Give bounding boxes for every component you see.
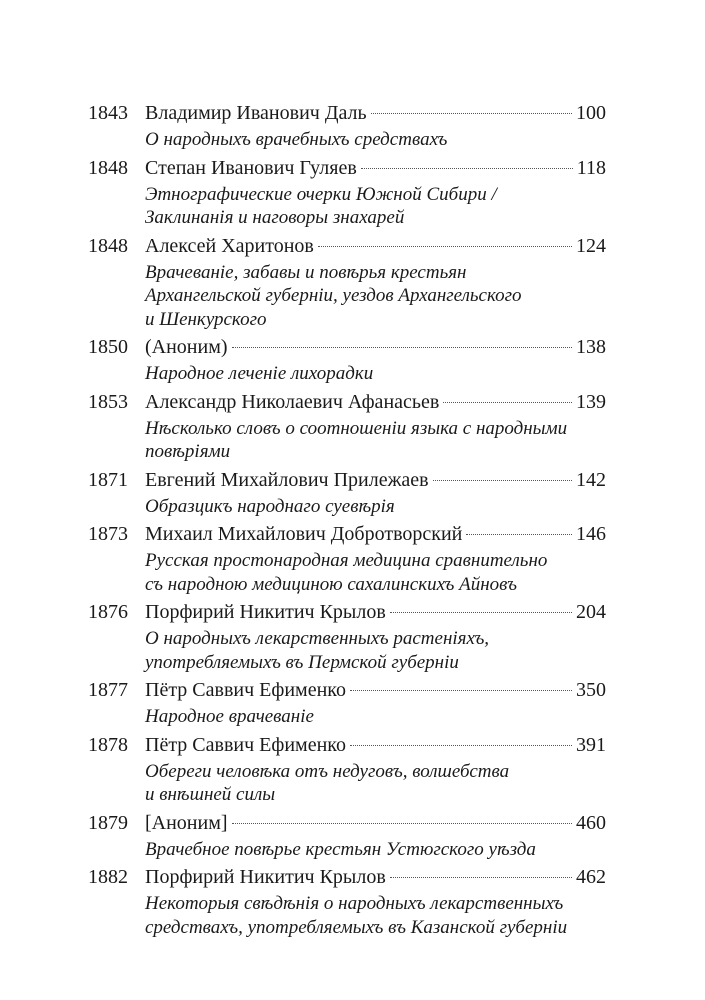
entry-page-number: 460 [576,811,606,834]
entry-author: Владимир Иванович Даль [145,102,367,124]
toc-entry-header [88,809,606,838]
toc-entry-header [88,154,606,183]
dot-leader [466,534,572,535]
entry-author: Пётр Саввич Ефименко [145,679,346,701]
entry-page-number: 124 [576,234,606,257]
entry-title [145,627,606,676]
entry-author: Порфирий Никитич Крылов [145,866,386,888]
entry-title-line: Образцикъ народнаго суевѣрія [145,495,395,517]
entry-title [145,183,606,232]
entry-page-number: 138 [576,336,606,358]
entry-title [145,838,606,864]
table-of-contents [88,99,606,941]
toc-entry [88,466,606,521]
toc-entry-header [88,598,606,627]
dot-leader [232,347,572,348]
entry-year: 1878 [88,733,128,756]
entry-title-line: повѣріями [145,441,231,462]
toc-entry [88,154,606,232]
entry-year: 1877 [88,679,128,701]
entry-page-number: 139 [576,390,606,413]
entry-year: 1848 [88,156,128,179]
entry-title-line: средствахъ, употребляемыхъ въ Казанской губерніи [145,916,568,938]
entry-author: Пётр Саввич Ефименко [145,733,346,756]
entry-page-number: 462 [576,866,606,888]
entry-title-line: употребляемыхъ въ Пермской губерніи [145,651,459,673]
dot-leader [371,113,572,114]
entry-title [145,128,606,154]
entry-author: Михаил Михайлович Добротворский [145,523,463,545]
entry-page-number: 118 [576,156,606,179]
entry-author: Евгений Михайлович Прилежаев [145,468,429,491]
toc-entry-header [88,333,606,362]
entry-title-line: Нѣсколько словъ о соотношеніи языка с народными [145,417,568,439]
entry-author: Алексей Харитонов [145,234,314,257]
entry-title [145,362,606,388]
toc-entry [88,676,606,731]
entry-page-number: 350 [576,679,606,701]
entry-year: 1876 [88,601,128,623]
entry-title [145,760,606,809]
entry-page-number: 142 [576,468,606,491]
entry-title-line: Обереги человѣка отъ недуговъ, волшебства [145,760,510,782]
toc-entry-header [88,232,606,261]
entry-year: 1850 [88,336,128,358]
toc-entry [88,232,606,334]
entry-title [145,892,606,941]
toc-entry-header [88,676,606,705]
entry-author: Александр Николаевич Афанасьев [145,390,440,413]
entry-title-line: Архангельской губерніи, уездов Архангельского [145,285,522,306]
entry-title [145,705,606,731]
dot-leader [390,877,572,878]
toc-entry [88,333,606,388]
entry-year: 1882 [88,866,128,888]
toc-entry-header [88,466,606,495]
entry-year: 1873 [88,523,128,545]
toc-entry [88,731,606,809]
entry-title [145,495,606,521]
entry-title [145,549,606,598]
entry-year: 1879 [88,811,128,834]
entry-title-line: Народное леченіе лихорадки [145,363,374,384]
entry-year: 1848 [88,234,128,257]
toc-entry-header [88,99,606,128]
entry-title [145,417,606,466]
entry-title-line: О народныхъ врачебныхъ средствахъ [145,129,448,150]
entry-page-number: 146 [576,523,606,545]
entry-year: 1853 [88,390,128,413]
toc-entry [88,520,606,598]
toc-entry [88,809,606,864]
dot-leader [433,480,572,481]
toc-entry-header [88,388,606,417]
entry-title-line: Народное врачеваніе [145,706,314,727]
entry-author: [Аноним] [145,811,228,834]
toc-entry-header [88,863,606,892]
entry-page-number: 391 [576,733,606,756]
entry-title-line: Этнографические очерки Южной Сибири / [145,183,497,205]
entry-year: 1871 [88,468,128,491]
dot-leader [443,402,572,403]
toc-entry [88,99,606,154]
toc-entry-header [88,731,606,760]
entry-title-line: съ народною медициною сахалинскихъ Айновъ [145,573,518,595]
toc-entry [88,598,606,676]
entry-page-number: 204 [576,601,606,623]
dot-leader [350,745,572,746]
dot-leader [390,612,572,613]
dot-leader [361,168,573,169]
toc-entry [88,388,606,466]
toc-entry [88,863,606,941]
entry-title-line: и внѣшней силы [145,784,276,805]
entry-title-line: Русская простонародная медицина сравнительно [145,550,548,571]
entry-year: 1843 [88,102,128,124]
dot-leader [232,823,572,824]
entry-title-line: и Шенкурского [145,308,267,330]
entry-author: Степан Иванович Гуляев [145,156,357,179]
entry-author: (Аноним) [145,336,228,358]
entry-title-line: О народныхъ лекарственныхъ растеніяхъ, [145,628,490,649]
dot-leader [350,690,572,691]
entry-title-line: Некоторыя свѣдѣнія о народныхъ лекарственныхъ [145,893,564,914]
dot-leader [318,246,572,247]
entry-title-line: Врачеваніе, забавы и повѣрья крестьян [145,261,467,283]
toc-entry-header [88,520,606,549]
entry-author: Порфирий Никитич Крылов [145,601,386,623]
entry-title-line: Заклинанія и наговоры знахарей [145,207,405,228]
entry-page-number: 100 [576,102,606,124]
entry-title-line: Врачебное повѣрье крестьян Устюгского уѣзда [145,838,536,860]
entry-title [145,261,606,334]
